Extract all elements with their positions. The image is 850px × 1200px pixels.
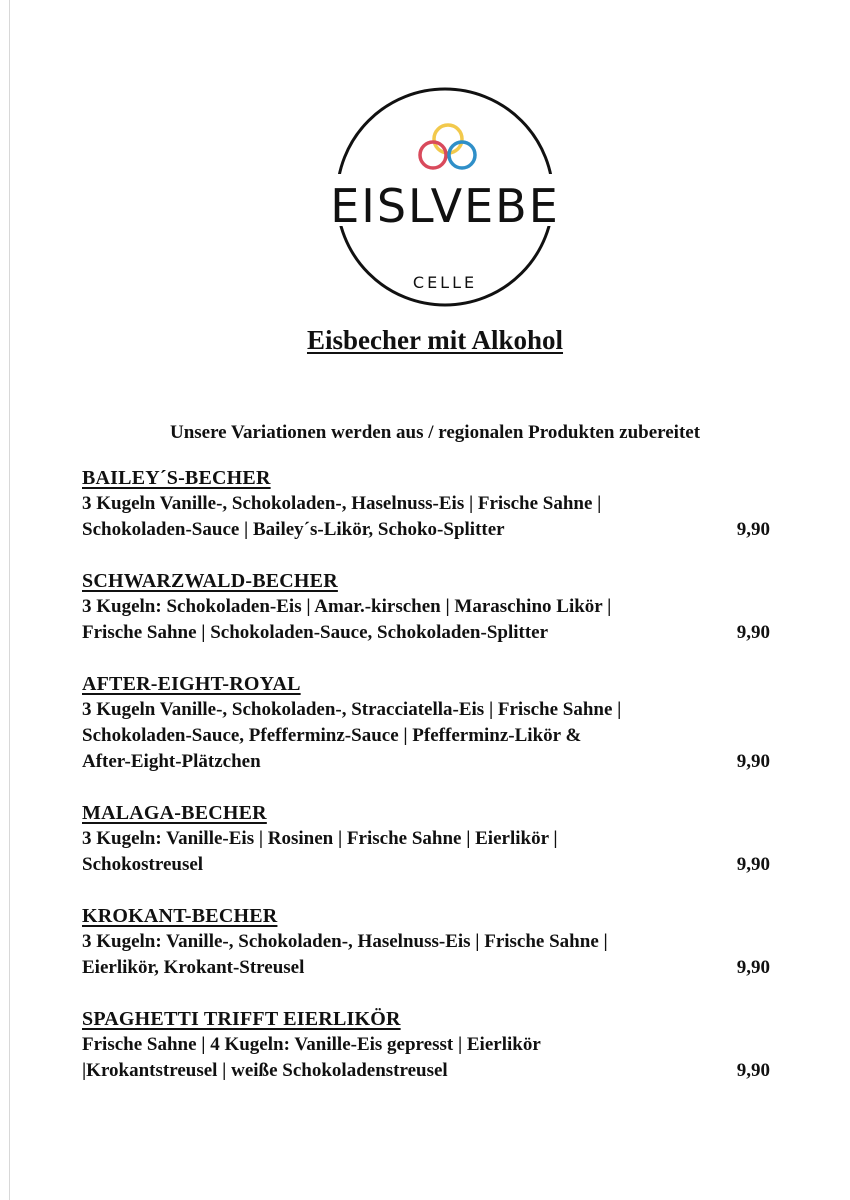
menu-item-description-line: 3 Kugeln: Schokoladen-Eis | Amar.-kirschen | Maraschino Likör | <box>82 596 612 617</box>
menu-item-description <box>82 826 722 878</box>
menu-item-name: AFTER-EIGHT-ROYAL <box>82 673 301 695</box>
menu-item-name: MALAGA-BECHER <box>82 802 267 824</box>
menu-item-description-line: Schokostreusel <box>82 854 204 875</box>
menu-item-price: 9,90 <box>736 751 770 772</box>
menu-item-description-line: Schokoladen-Sauce | Bailey´s-Likör, Schoko-Splitter <box>82 519 505 540</box>
menu-item-description-line: Schokoladen-Sauce, Pfefferminz-Sauce | Pfefferminz-Likör & <box>82 725 582 746</box>
menu-item <box>82 465 772 543</box>
menu-title: Eisbecher mit Alkohol <box>306 325 564 355</box>
brand-logo <box>300 82 590 310</box>
menu-item-name: SCHWARZWALD-BECHER <box>82 570 338 592</box>
menu-subtitle: Unsere Variationen werden aus / regionalen Produkten zubereitet <box>169 422 701 443</box>
page-edge <box>9 0 10 1200</box>
menu-item-price: 9,90 <box>736 622 770 643</box>
ice-cream-logo-icon <box>300 82 590 310</box>
menu-item-name: BAILEY´S-BECHER <box>82 467 271 489</box>
menu-item <box>82 903 772 981</box>
scoop-yellow-icon <box>434 125 462 153</box>
menu-item-description <box>82 594 722 646</box>
scoop-red-icon <box>420 142 446 168</box>
menu-item <box>82 1006 772 1084</box>
menu-item-description-line: Frische Sahne | 4 Kugeln: Vanille-Eis gepresst | Eierlikör <box>82 1034 541 1055</box>
menu-item-description-line: 3 Kugeln: Vanille-Eis | Rosinen | Frische Sahne | Eierlikör | <box>82 828 558 849</box>
menu-item-description <box>82 929 722 981</box>
menu-item <box>82 568 772 646</box>
menu-item <box>82 800 772 878</box>
menu-item-price: 9,90 <box>736 1060 770 1081</box>
menu-item-price: 9,90 <box>736 519 770 540</box>
menu-item-price: 9,90 <box>736 854 770 875</box>
menu-item-description-line: After-Eight-Plätzchen <box>82 751 261 772</box>
menu-item-description-line: 3 Kugeln: Vanille-, Schokoladen-, Haselnuss-Eis | Frische Sahne | <box>82 931 608 952</box>
menu-item-description-line: |Krokantstreusel | weiße Schokoladenstreusel <box>82 1060 448 1081</box>
menu-item-description-line: Frische Sahne | Schokoladen-Sauce, Schokoladen-Splitter <box>82 622 549 643</box>
menu-item-name: SPAGHETTI TRIFFT EIERLIKÖR <box>82 1008 401 1030</box>
menu-item-description <box>82 1032 722 1084</box>
logo-city: CELLE <box>412 273 478 292</box>
menu-item-description-line: Eierlikör, Krokant-Streusel <box>82 957 305 978</box>
menu-item <box>82 671 772 775</box>
menu-item-description <box>82 697 722 775</box>
menu-item-name: KROKANT-BECHER <box>82 905 278 927</box>
logo-wordmark: EISLVEBE <box>330 179 560 233</box>
menu-item-price: 9,90 <box>736 957 770 978</box>
menu-item-description-line: 3 Kugeln Vanille-, Schokoladen-, Stracciatella-Eis | Frische Sahne | <box>82 699 622 720</box>
menu-item-description <box>82 491 722 543</box>
menu-item-list <box>82 465 772 1109</box>
menu-item-description-line: 3 Kugeln Vanille-, Schokoladen-, Haselnuss-Eis | Frische Sahne | <box>82 493 602 514</box>
